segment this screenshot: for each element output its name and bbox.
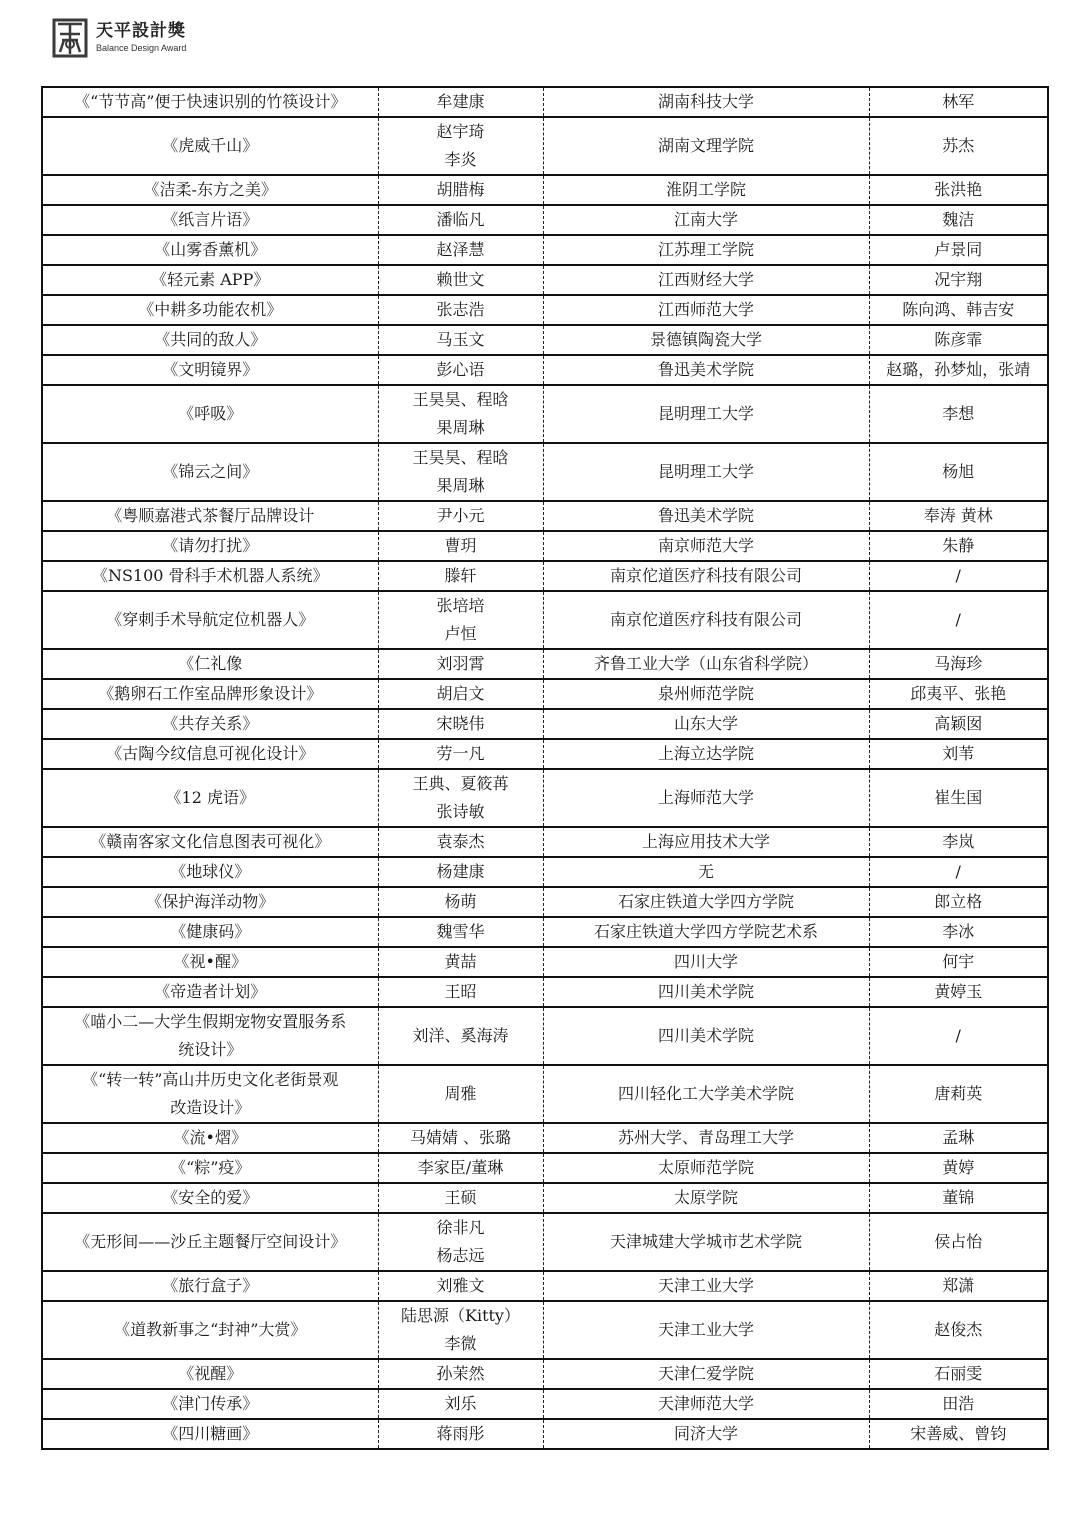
award-logo (50, 12, 220, 64)
author-cell: 胡启文 (378, 679, 543, 709)
table-row (42, 175, 1048, 205)
advisor-cell: 朱静 (869, 531, 1048, 561)
table-row (42, 1359, 1048, 1389)
author-cell: 张志浩 (378, 295, 543, 325)
author-cell: 李家臣/董琳 (378, 1153, 543, 1183)
table-row (42, 947, 1048, 977)
institution-cell: 上海应用技术大学 (543, 827, 869, 857)
advisor-cell: 宋善威、曾钧 (869, 1419, 1048, 1449)
advisor-cell: / (869, 1007, 1048, 1065)
advisor-cell: 李想 (869, 385, 1048, 443)
author-cell: 刘羽霄 (378, 649, 543, 679)
advisor-cell: 赵璐，孙梦灿，张靖 (869, 355, 1048, 385)
table-row (42, 443, 1048, 501)
author-cell: 刘乐 (378, 1389, 543, 1419)
table-row (42, 1123, 1048, 1153)
advisor-cell: / (869, 561, 1048, 591)
institution-cell: 景德镇陶瓷大学 (543, 325, 869, 355)
institution-cell: 江苏理工学院 (543, 235, 869, 265)
advisor-cell: 卢景同 (869, 235, 1048, 265)
advisor-cell: 赵俊杰 (869, 1301, 1048, 1359)
institution-cell: 四川轻化工大学美术学院 (543, 1065, 869, 1123)
author-cell: 牟建康 (378, 87, 543, 117)
author-cell: 滕轩 (378, 561, 543, 591)
work-title-cell: 《帝造者计划》 (42, 977, 378, 1007)
advisor-cell: / (869, 591, 1048, 649)
table-row (42, 739, 1048, 769)
advisor-cell: / (869, 857, 1048, 887)
institution-cell: 上海立达学院 (543, 739, 869, 769)
work-title-cell: 《穿刺手术导航定位机器人》 (42, 591, 378, 649)
author-cell: 马玉文 (378, 325, 543, 355)
author-cell: 王昊昊、程晗 果周琳 (378, 385, 543, 443)
author-cell: 刘雅文 (378, 1271, 543, 1301)
advisor-cell: 何宇 (869, 947, 1048, 977)
institution-cell: 昆明理工大学 (543, 385, 869, 443)
work-title-cell: 《视醒》 (42, 1359, 378, 1389)
advisor-cell: 魏洁 (869, 205, 1048, 235)
table-row (42, 591, 1048, 649)
work-title-cell: 《仁礼像 (42, 649, 378, 679)
institution-cell: 南京师范大学 (543, 531, 869, 561)
institution-cell: 天津工业大学 (543, 1271, 869, 1301)
author-cell: 王典、夏筱苒 张诗敏 (378, 769, 543, 827)
work-title-cell: 《“转一转”高山井历史文化老街景观 改造设计》 (42, 1065, 378, 1123)
institution-cell: 天津仁爱学院 (543, 1359, 869, 1389)
institution-cell: 江西财经大学 (543, 265, 869, 295)
author-cell: 袁泰杰 (378, 827, 543, 857)
author-cell: 杨萌 (378, 887, 543, 917)
work-title-cell: 《粤顺嘉港式茶餐厅品牌设计 (42, 501, 378, 531)
author-cell: 徐非凡 杨志远 (378, 1213, 543, 1271)
table-row (42, 679, 1048, 709)
table-row (42, 1153, 1048, 1183)
table-row (42, 1419, 1048, 1449)
author-cell: 王硕 (378, 1183, 543, 1213)
author-cell: 潘临凡 (378, 205, 543, 235)
work-title-cell: 《虎威千山》 (42, 117, 378, 175)
institution-cell: 天津城建大学城市艺术学院 (543, 1213, 869, 1271)
author-cell: 胡腊梅 (378, 175, 543, 205)
work-title-cell: 《保护海洋动物》 (42, 887, 378, 917)
author-cell: 陆思源（Kitty） 李微 (378, 1301, 543, 1359)
author-cell: 赖世文 (378, 265, 543, 295)
institution-cell: 石家庄铁道大学四方学院艺术系 (543, 917, 869, 947)
work-title-cell: 《轻元素 APP》 (42, 265, 378, 295)
institution-cell: 湖南文理学院 (543, 117, 869, 175)
institution-cell: 江西师范大学 (543, 295, 869, 325)
work-title-cell: 《鹅卵石工作室品牌形象设计》 (42, 679, 378, 709)
table-row (42, 1301, 1048, 1359)
table-row (42, 1065, 1048, 1123)
work-title-cell: 《流•熠》 (42, 1123, 378, 1153)
table-row (42, 265, 1048, 295)
work-title-cell: 《中耕多功能农机》 (42, 295, 378, 325)
institution-cell: 南京佗道医疗科技有限公司 (543, 561, 869, 591)
table-row (42, 325, 1048, 355)
author-cell: 彭心语 (378, 355, 543, 385)
work-title-cell: 《道教新事之“封神”大赏》 (42, 1301, 378, 1359)
institution-cell: 无 (543, 857, 869, 887)
author-cell: 张培培 卢恒 (378, 591, 543, 649)
advisor-cell: 陈彦霏 (869, 325, 1048, 355)
table-row (42, 649, 1048, 679)
advisor-cell: 田浩 (869, 1389, 1048, 1419)
institution-cell: 山东大学 (543, 709, 869, 739)
table-row (42, 117, 1048, 175)
author-cell: 黄喆 (378, 947, 543, 977)
work-title-cell: 《共存关系》 (42, 709, 378, 739)
advisor-cell: 张洪艳 (869, 175, 1048, 205)
award-winners-table (41, 86, 1049, 1450)
work-title-cell: 《洁柔-东方之美》 (42, 175, 378, 205)
work-title-cell: 《赣南客家文化信息图表可视化》 (42, 827, 378, 857)
work-title-cell: 《“粽”疫》 (42, 1153, 378, 1183)
author-cell: 劳一凡 (378, 739, 543, 769)
author-cell: 尹小元 (378, 501, 543, 531)
table-row (42, 385, 1048, 443)
work-title-cell: 《旅行盒子》 (42, 1271, 378, 1301)
advisor-cell: 苏杰 (869, 117, 1048, 175)
logo-chinese-name: 天平設計獎 (96, 21, 186, 41)
author-cell: 蒋雨彤 (378, 1419, 543, 1449)
table-row (42, 87, 1048, 117)
table-row (42, 531, 1048, 561)
institution-cell: 昆明理工大学 (543, 443, 869, 501)
author-cell: 宋晓伟 (378, 709, 543, 739)
advisor-cell: 侯占怡 (869, 1213, 1048, 1271)
advisor-cell: 郎立格 (869, 887, 1048, 917)
advisor-cell: 孟琳 (869, 1123, 1048, 1153)
work-title-cell: 《无形间——沙丘主题餐厅空间设计》 (42, 1213, 378, 1271)
advisor-cell: 马海珍 (869, 649, 1048, 679)
advisor-cell: 郑潇 (869, 1271, 1048, 1301)
table-row (42, 917, 1048, 947)
author-cell: 王昊昊、程晗 果周琳 (378, 443, 543, 501)
table-row (42, 501, 1048, 531)
advisor-cell: 陈向鸿、韩吉安 (869, 295, 1048, 325)
institution-cell: 天津师范大学 (543, 1389, 869, 1419)
institution-cell: 江南大学 (543, 205, 869, 235)
table-row (42, 1007, 1048, 1065)
author-cell: 孙茉然 (378, 1359, 543, 1389)
author-cell: 曹玥 (378, 531, 543, 561)
work-title-cell: 《文明镜界》 (42, 355, 378, 385)
work-title-cell: 《津门传承》 (42, 1389, 378, 1419)
logo-english-name: Balance Design Award (96, 43, 187, 53)
institution-cell: 天津工业大学 (543, 1301, 869, 1359)
author-cell: 周雅 (378, 1065, 543, 1123)
advisor-cell: 崔生国 (869, 769, 1048, 827)
author-cell: 赵泽慧 (378, 235, 543, 265)
table-row (42, 1271, 1048, 1301)
work-title-cell: 《地球仪》 (42, 857, 378, 887)
work-title-cell: 《喵小二—大学生假期宠物安置服务系 统设计》 (42, 1007, 378, 1065)
advisor-cell: 高颖囡 (869, 709, 1048, 739)
institution-cell: 泉州师范学院 (543, 679, 869, 709)
work-title-cell: 《锦云之间》 (42, 443, 378, 501)
table-row (42, 827, 1048, 857)
work-title-cell: 《古陶今纹信息可视化设计》 (42, 739, 378, 769)
table-row (42, 1213, 1048, 1271)
institution-cell: 太原学院 (543, 1183, 869, 1213)
advisor-cell: 黄婷玉 (869, 977, 1048, 1007)
work-title-cell: 《四川糖画》 (42, 1419, 378, 1449)
table-row (42, 769, 1048, 827)
author-cell: 赵宇琦 李炎 (378, 117, 543, 175)
work-title-cell: 《12 虎语》 (42, 769, 378, 827)
table-row (42, 561, 1048, 591)
table-row (42, 709, 1048, 739)
work-title-cell: 《“节节高”便于快速识别的竹筷设计》 (42, 87, 378, 117)
advisor-cell: 石丽雯 (869, 1359, 1048, 1389)
table-row (42, 295, 1048, 325)
work-title-cell: 《视•醒》 (42, 947, 378, 977)
advisor-cell: 林军 (869, 87, 1048, 117)
table-row (42, 857, 1048, 887)
institution-cell: 湖南科技大学 (543, 87, 869, 117)
work-title-cell: 《纸言片语》 (42, 205, 378, 235)
table-row (42, 1183, 1048, 1213)
institution-cell: 太原师范学院 (543, 1153, 869, 1183)
work-title-cell: 《共同的敌人》 (42, 325, 378, 355)
institution-cell: 齐鲁工业大学（山东省科学院） (543, 649, 869, 679)
institution-cell: 鲁迅美术学院 (543, 501, 869, 531)
institution-cell: 上海师范大学 (543, 769, 869, 827)
advisor-cell: 奉涛 黄林 (869, 501, 1048, 531)
advisor-cell: 杨旭 (869, 443, 1048, 501)
author-cell: 马婧婧 、张璐 (378, 1123, 543, 1153)
work-title-cell: 《健康码》 (42, 917, 378, 947)
advisor-cell: 刘苇 (869, 739, 1048, 769)
table-row (42, 205, 1048, 235)
work-title-cell: 《呼吸》 (42, 385, 378, 443)
balance-award-seal-icon (50, 14, 90, 62)
work-title-cell: 《安全的爱》 (42, 1183, 378, 1213)
institution-cell: 苏州大学、青岛理工大学 (543, 1123, 869, 1153)
table-row (42, 1389, 1048, 1419)
institution-cell: 淮阴工学院 (543, 175, 869, 205)
advisor-cell: 李岚 (869, 827, 1048, 857)
table-row (42, 355, 1048, 385)
advisor-cell: 况宇翔 (869, 265, 1048, 295)
institution-cell: 石家庄铁道大学四方学院 (543, 887, 869, 917)
institution-cell: 南京佗道医疗科技有限公司 (543, 591, 869, 649)
work-title-cell: 《山雾香薰机》 (42, 235, 378, 265)
author-cell: 魏雪华 (378, 917, 543, 947)
advisor-cell: 唐莉英 (869, 1065, 1048, 1123)
table-row (42, 235, 1048, 265)
institution-cell: 四川美术学院 (543, 977, 869, 1007)
advisor-cell: 李冰 (869, 917, 1048, 947)
table-row (42, 977, 1048, 1007)
advisor-cell: 邱夷平、张艳 (869, 679, 1048, 709)
institution-cell: 同济大学 (543, 1419, 869, 1449)
author-cell: 杨建康 (378, 857, 543, 887)
institution-cell: 四川美术学院 (543, 1007, 869, 1065)
institution-cell: 鲁迅美术学院 (543, 355, 869, 385)
author-cell: 王昭 (378, 977, 543, 1007)
institution-cell: 四川大学 (543, 947, 869, 977)
advisor-cell: 董锦 (869, 1183, 1048, 1213)
work-title-cell: 《请勿打扰》 (42, 531, 378, 561)
table-row (42, 887, 1048, 917)
advisor-cell: 黄婷 (869, 1153, 1048, 1183)
work-title-cell: 《NS100 骨科手术机器人系统》 (42, 561, 378, 591)
author-cell: 刘洋、奚海涛 (378, 1007, 543, 1065)
